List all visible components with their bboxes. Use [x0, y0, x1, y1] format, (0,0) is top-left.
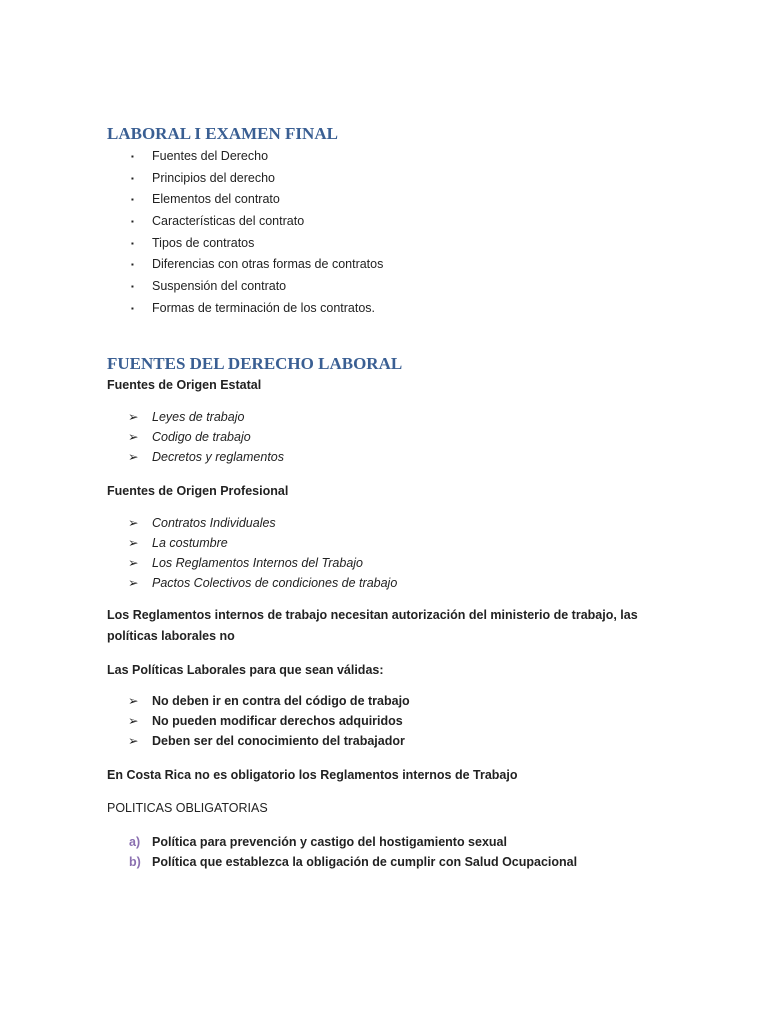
square-bullet-icon: ▪	[131, 282, 134, 292]
arrow-bullet-icon: ➢	[128, 410, 139, 424]
arrow-bullet-icon: ➢	[128, 516, 139, 530]
paragraph-costa-rica: En Costa Rica no es obligatorio los Reglamentos internos de Trabajo	[107, 768, 518, 782]
section-title-examen: LABORAL I EXAMEN FINAL	[107, 124, 338, 143]
section-title-fuentes: FUENTES DEL DERECHO LABORAL	[107, 354, 403, 373]
square-bullet-icon: ▪	[131, 238, 134, 248]
arrow-bullet-icon: ➢	[128, 536, 139, 550]
arrow-bullet-icon: ➢	[128, 576, 139, 590]
arrow-bullet-icon: ➢	[128, 694, 139, 708]
square-bullet-icon: ▪	[131, 195, 134, 205]
subheading-estatal: Fuentes de Origen Estatal	[107, 378, 262, 392]
square-bullet-icon: ▪	[131, 303, 134, 313]
paragraph-reglamentos: Los Reglamentos internos de trabajo necesitan autorización del ministerio de trabajo, las políticas laborales no	[107, 608, 638, 643]
subheading-profesional: Fuentes de Origen Profesional	[107, 484, 289, 498]
arrow-bullet-icon: ➢	[128, 430, 139, 444]
subheading-validas: Las Políticas Laborales para que sean válidas:	[107, 663, 384, 677]
square-bullet-icon: ▪	[131, 217, 134, 227]
subheading-obligatorias: POLITICAS OBLIGATORIAS	[107, 801, 268, 815]
arrow-bullet-icon: ➢	[128, 734, 139, 748]
arrow-bullet-icon: ➢	[128, 556, 139, 570]
arrow-bullet-icon: ➢	[128, 714, 139, 728]
list-letter-marker: b)	[129, 855, 141, 869]
square-bullet-icon: ▪	[131, 152, 134, 161]
document-page: LABORAL I EXAMEN FINAL ▪ Fuentes del Derecho ▪ Principios del derecho ▪ Elementos del contrato ▪ Características del contrato ▪ Tipos de contratos ▪ Diferencias con otras formas de contratos ▪ Suspensión del contrato ▪ Formas de terminación de los contratos. FUENTES DEL DERECHO LABORAL Fuentes de Origen Estatal ➢ Leyes de trabajo ➢ Codigo de trabajo ➢ Decretos y reglamentos Fuentes de Origen Profesional ➢ Contratos Individuales ➢ La costumbre ➢ Los Reglamentos Internos del Trabajo ➢ Pactos Colectivos de condiciones de trabajo Los Reglamentos internos de trabajo necesitan autorización del ministerio de trabajo, las políticas laborales no Las Políticas Laborales para que sean válidas: ➢ No deben ir en contra del código de trabajo ➢ No pueden modificar derechos adquiridos ➢ Deben ser del conocimiento del trabajador En Costa Rica no es obligatorio los Reglamentos internos de Trabajo POLITICAS OBLIGATORIAS a) Política para prevención y castigo del hostigamiento sexual b) Política que establezca la obligación de cumplir con Salud Ocupacional	[0, 0, 768, 1024]
square-bullet-icon: ▪	[131, 260, 134, 270]
list-letter-marker: a)	[129, 835, 141, 849]
arrow-bullet-icon: ➢	[128, 450, 139, 464]
square-bullet-icon: ▪	[131, 173, 134, 183]
